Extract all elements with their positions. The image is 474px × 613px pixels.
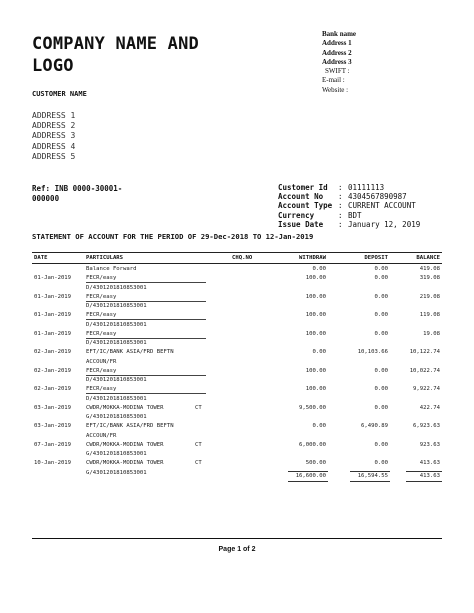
address-line-1: ADDRESS 1 (32, 111, 76, 120)
bank-email: E-mail : (322, 76, 345, 85)
column-header-balance: BALANCE (416, 255, 440, 261)
deposit-cell: 0.00 (374, 275, 388, 282)
withdraw-cell: 0.00 (312, 349, 326, 356)
withdraw-cell: 100.00 (305, 275, 326, 282)
total-deposit-rule-top (350, 471, 390, 472)
bank-swift: SWIFT : (325, 67, 350, 76)
particulars-cell: CWDR/MOKKA-MODINA TOWER (86, 441, 164, 448)
particulars-cell: D/4301201810853001 (86, 395, 147, 402)
particulars-cell: FECR/easy (86, 275, 206, 283)
particulars-cell: FECR/easy (86, 312, 206, 320)
balance-cell: 9,922.74 (413, 386, 440, 393)
account-info-label: Currency (278, 210, 315, 220)
balance-cell: 219.08 (419, 293, 440, 300)
date-cell: 01-Jan-2019 (34, 312, 72, 319)
total-balance-rule-top (406, 471, 442, 472)
account-info-sep: : (338, 183, 343, 192)
company-name-line1: COMPANY NAME AND (32, 34, 199, 54)
chq-no-cell: CT (195, 404, 202, 411)
particulars-cell: D/4301201810853001 (86, 303, 147, 309)
account-info-row (278, 201, 420, 210)
column-header-deposit: DEPOSIT (364, 255, 388, 261)
date-cell: 01-Jan-2019 (34, 330, 72, 337)
account-info-value: BDT (348, 210, 362, 220)
balance-cell: 419.08 (419, 266, 440, 272)
bank-address-1: Address 1 (322, 39, 352, 48)
address-line-5: ADDRESS 5 (32, 151, 76, 161)
particulars-cell: FECR/easy (86, 331, 206, 339)
balance-cell: 6,923.63 (413, 423, 440, 430)
account-info-sep: : (338, 210, 343, 220)
particulars-cell: D/4301201810853001 (86, 377, 147, 383)
account-info-value: CURRENT ACCOUNT (348, 201, 416, 211)
account-info-sep: : (338, 201, 343, 211)
balance-cell: 422.74 (419, 404, 440, 411)
deposit-cell: 0.00 (374, 266, 388, 272)
withdraw-cell: 0.00 (312, 266, 326, 272)
reference-line-1: Ref: INB 0000-30001- (32, 184, 123, 193)
account-info-row (278, 211, 420, 220)
customer-address-block (32, 111, 75, 162)
date-cell: 01-Jan-2019 (34, 275, 72, 282)
date-cell: 02-Jan-2019 (34, 349, 72, 356)
withdraw-cell: 100.00 (305, 386, 326, 393)
balance-cell: 10,022.74 (409, 367, 440, 374)
date-cell: 10-Jan-2019 (34, 460, 72, 467)
withdraw-cell: 0.00 (312, 423, 326, 430)
account-info-label: Account No (278, 192, 324, 202)
account-info-label: Customer Id (278, 183, 328, 192)
total-withdraw: 16,600.00 (295, 473, 326, 479)
date-cell: 07-Jan-2019 (34, 441, 72, 448)
withdraw-cell: 100.00 (305, 330, 326, 337)
balance-cell: 19.08 (423, 330, 440, 337)
account-info-block (278, 183, 420, 229)
address-line-4: ADDRESS 4 (32, 141, 76, 151)
account-info-label: Account Type (278, 201, 333, 211)
deposit-cell: 10,103.66 (357, 349, 388, 356)
address-line-2: ADDRESS 2 (32, 121, 76, 131)
particulars-cell: D/4301201810853001 (86, 284, 147, 291)
balance-cell: 319.08 (419, 275, 440, 282)
particulars-cell: ACCOUN/FR (86, 358, 117, 365)
company-name-line2: LOGO (32, 56, 74, 76)
particulars-cell: EFT/IC/BANK ASIA/FRD BEFTN (86, 349, 174, 356)
column-header-date: DATE (34, 255, 48, 261)
column-header-chq-no: CHQ.NO (232, 255, 253, 261)
total-balance: 413.63 (419, 473, 440, 479)
table-top-rule (32, 252, 442, 253)
particulars-cell: CWDR/MOKKA-MODINA TOWER (86, 404, 164, 411)
particulars-cell: D/4301201810853001 (86, 321, 147, 328)
page-number: Page 1 of 2 (218, 546, 256, 553)
customer-name: CUSTOMER NAME (32, 90, 87, 98)
bank-address-2: Address 2 (322, 48, 352, 57)
date-cell: 03-Jan-2019 (34, 423, 72, 430)
date-cell: 03-Jan-2019 (34, 404, 72, 411)
reference-line-2: 000000 (32, 193, 60, 203)
balance-cell: 413.63 (419, 460, 440, 467)
total-deposit: 16,594.55 (357, 473, 388, 479)
total-deposit-rule-bottom (350, 481, 390, 482)
withdraw-cell: 100.00 (305, 293, 326, 300)
withdraw-cell: 6,000.00 (299, 441, 326, 448)
particulars-cell: EFT/IC/BANK ASIA/FRD BEFTN (86, 423, 174, 430)
balance-cell: 923.63 (419, 441, 440, 448)
balance-cell: 119.08 (419, 312, 440, 319)
date-cell: 01-Jan-2019 (34, 293, 72, 300)
particulars-cell: Balance Forward (86, 266, 137, 272)
particulars-cell: FECR/easy (86, 368, 206, 376)
reference-number (32, 184, 122, 203)
date-cell: 02-Jan-2019 (34, 367, 72, 374)
deposit-cell: 0.00 (374, 460, 388, 467)
deposit-cell: 0.00 (374, 330, 388, 337)
withdraw-cell: 500.00 (305, 460, 326, 467)
deposit-cell: 6,490.89 (361, 423, 388, 430)
particulars-cell: FECR/easy (86, 386, 206, 394)
account-info-value: 4304567890987 (348, 192, 407, 202)
withdraw-cell: 100.00 (305, 367, 326, 374)
account-info-row (278, 192, 420, 201)
total-withdraw-rule-bottom (288, 481, 328, 482)
deposit-cell: 0.00 (374, 312, 388, 319)
particulars-cell: ACCOUN/FR (86, 432, 117, 439)
account-info-row (278, 183, 420, 192)
account-info-sep: : (338, 192, 343, 202)
deposit-cell: 0.00 (374, 293, 388, 300)
particulars-cell: CWDR/MOKKA-MODINA TOWER (86, 460, 164, 467)
account-info-value: 01111113 (348, 183, 385, 192)
balance-cell: 10,122.74 (409, 349, 440, 356)
bank-address-3: Address 3 (322, 57, 352, 66)
bank-website: Website : (322, 85, 349, 94)
account-info-label: Issue Date (278, 219, 324, 229)
particulars-cell: G/4301201810853001 (86, 469, 147, 476)
company-name-logo (32, 33, 199, 77)
particulars-cell: D/4301201810853001 (86, 340, 147, 346)
particulars-cell: G/4301201810853001 (86, 414, 147, 420)
footer-rule (32, 538, 442, 539)
bank-name: Bank name (322, 30, 357, 38)
account-info-sep: : (338, 219, 343, 229)
table-header-rule (32, 263, 442, 264)
withdraw-cell: 100.00 (305, 312, 326, 319)
deposit-cell: 0.00 (374, 404, 388, 411)
total-balance-rule-bottom (406, 481, 442, 482)
date-cell: 02-Jan-2019 (34, 386, 72, 393)
address-line-3: ADDRESS 3 (32, 131, 76, 141)
particulars-cell: FECR/easy (86, 294, 206, 302)
deposit-cell: 0.00 (374, 441, 388, 448)
statement-title: STATEMENT OF ACCOUNT FOR THE PERIOD OF 29-Dec-2018 TO 12-Jan-2019 (32, 232, 314, 241)
deposit-cell: 0.00 (374, 386, 388, 393)
account-info-value: January 12, 2019 (348, 219, 421, 229)
withdraw-cell: 9,500.00 (299, 404, 326, 411)
account-info-row (278, 220, 420, 229)
column-header-particulars: PARTICULARS (86, 255, 124, 261)
deposit-cell: 0.00 (374, 367, 388, 374)
bank-info-block (322, 30, 356, 95)
column-header-withdraw: WITHDRAW (299, 255, 326, 261)
chq-no-cell: CT (195, 441, 202, 448)
particulars-cell: G/4301201810853001 (86, 451, 147, 457)
total-withdraw-rule-top (288, 471, 328, 472)
chq-no-cell: CT (195, 460, 202, 467)
